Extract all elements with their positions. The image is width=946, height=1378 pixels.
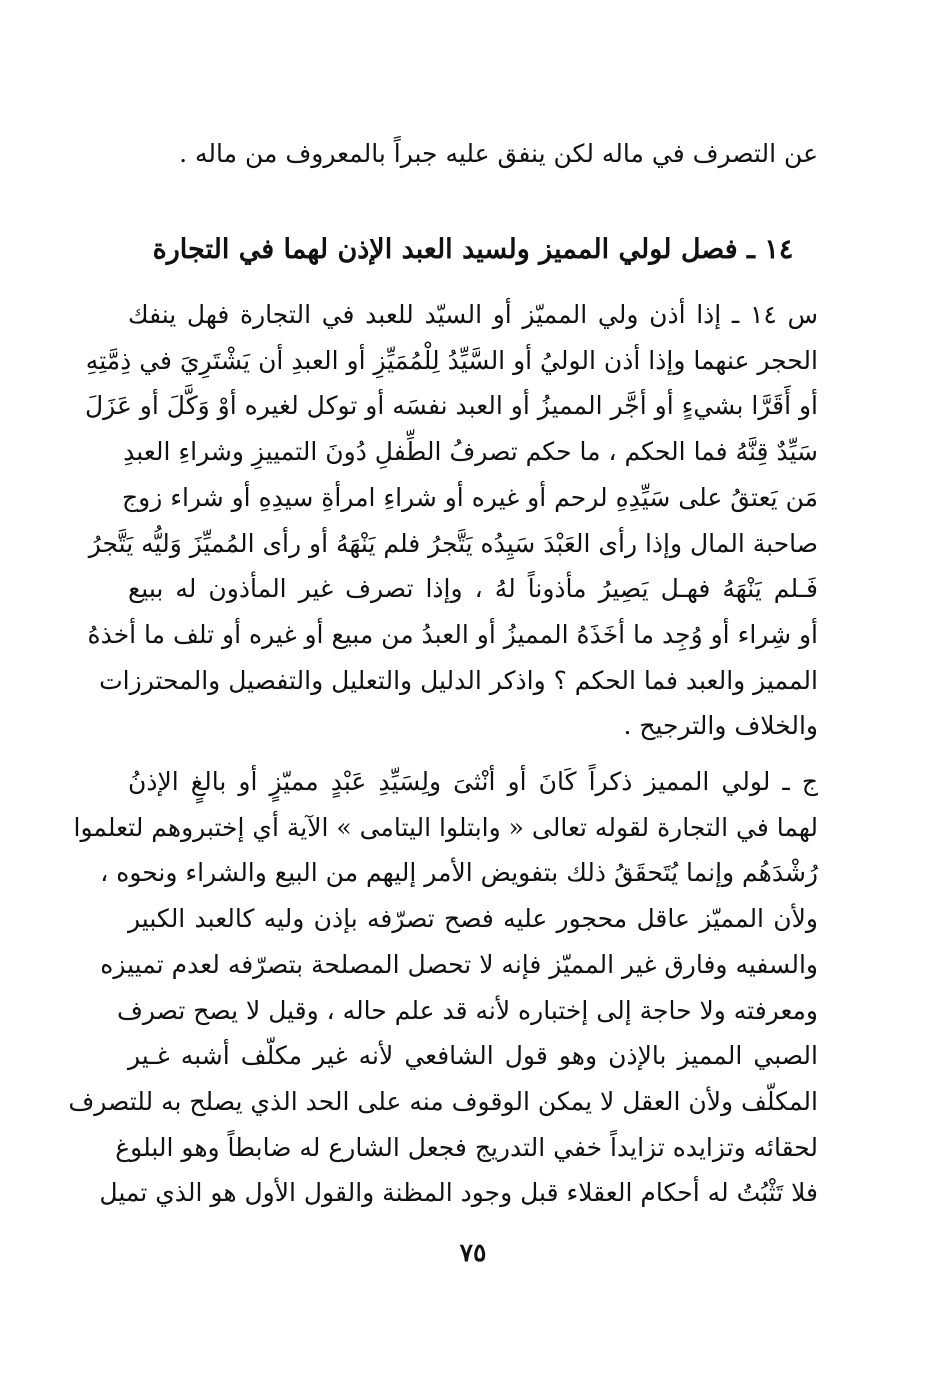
text-line: لحقائه وتزايده تزايداً خفي التدريج فجعل الشارع له ضابطاً وهو البلوغ [115,1132,818,1162]
section-heading: ١٤ ـ فصل لولي المميز ولسيد العبد الإذن لهما في التجارة [152,234,794,265]
text-line: صاحبة المال وإذا رأى العَبْدَ سَيِدُه يَتَّجرُ فلم يَنْهَهُ أو رأى المُميِّزَ وَليُّه يَتَّجرُ [88,528,818,558]
text-line: المكلّف ولأن العقل لا يمكن الوقوف منه على الحد الذي يصلح به للتصرف [68,1086,818,1116]
text-line: الصبي المميز بالإذن وهو قول الشافعي لأنه غير مكلّف أشبه غـير [128,1041,818,1071]
text-line: ولأن المميّز عاقل محجور عليه فصح تصرّفه بإذن وليه كالعبد الكبير [128,904,818,934]
text-line: فلا تَثْبُتُ له أحكام العقلاء قبل وجود المظنة والقول الأول هو الذي تميل [99,1178,818,1208]
question-paragraph [84,292,818,749]
text-line: مَن يَعتقُ على سَيِّدِهِ لرحم أو غيره أو شراءِ امرأةِ سيدِهِ أو شراء زوج [121,482,818,512]
text-line: ج ـ لولي المميز ذكراً كَانَ أو أنْثىَ ولِسَيِّدِ عَبْدٍ مميّزٍ أو بالغٍ الإذنُ [128,767,818,796]
text-line: المميز والعبد فما الحكم ؟ واذكر الدليل والتعليل والتفصيل والمحترزات [99,665,818,695]
text-line: فَـلم يَنْهَهُ فهـل يَصِيرُ مأذوناً لهُ ، وإذا تصرف غير المأذون له ببيع [128,574,818,604]
text-line: والخلاف والترجيح . [623,711,818,741]
text-line: أو أَقَرَّا بشيءٍ أو أجَّر المميزُ أو العبد نفسَه أو توكل لغيره أوْ وَكَّلَ أو عَزَلَ [84,391,818,421]
text-line: عن التصرف في ماله لكن ينفق عليه جبراً بالمعروف من ماله . [179,139,818,168]
page-number: ٧٥ [459,1238,487,1267]
text-line: رُشْدَهُم وإنما يُتَحقَقُ ذلك بتفويض الأمر إليهم من البيع والشراء ونحوه ، [100,858,818,888]
text-line: لهما في التجارة لقوله تعالى « وابتلوا اليتامى » الآية أي إختبروهم لتعلموا [73,812,818,842]
text-line: س ١٤ ـ إذا أذن ولي المميّز أو السيّد للعبد في التجارة فهل ينفك [128,300,818,329]
intro-paragraph [128,135,818,173]
text-line: والسفيه وفارق غير المميّز فإنه لا تحصل المصلحة بتصرّفه لعدم تمييزه [100,949,818,979]
text-line: أو شِراء أو وُجِد ما أخَذَهُ المميزُ أو العبدُ من مبيع أو غيره أو تلف ما أخذهُ [87,619,818,649]
text-line: الحجر عنهما وإذا أذن الوليُ أو السَّيِّدُ لِلْمُمَيِّزِ أو العبدِ أن يَشْتَرِيَ في ذِمَّتِهِ [85,345,818,375]
text-line: ومعرفته ولا حاجة إلى إختباره لأنه قد علم حاله ، وقيل لا يصح تصرف [116,995,818,1025]
answer-paragraph [68,759,818,1216]
text-line: سَيِّدٌ قِنَّهُ فما الحكم ، ما حكم تصرفُ الطِّفلِ دُونَ التمييزِ وشراءِ العبدِ [123,437,818,467]
